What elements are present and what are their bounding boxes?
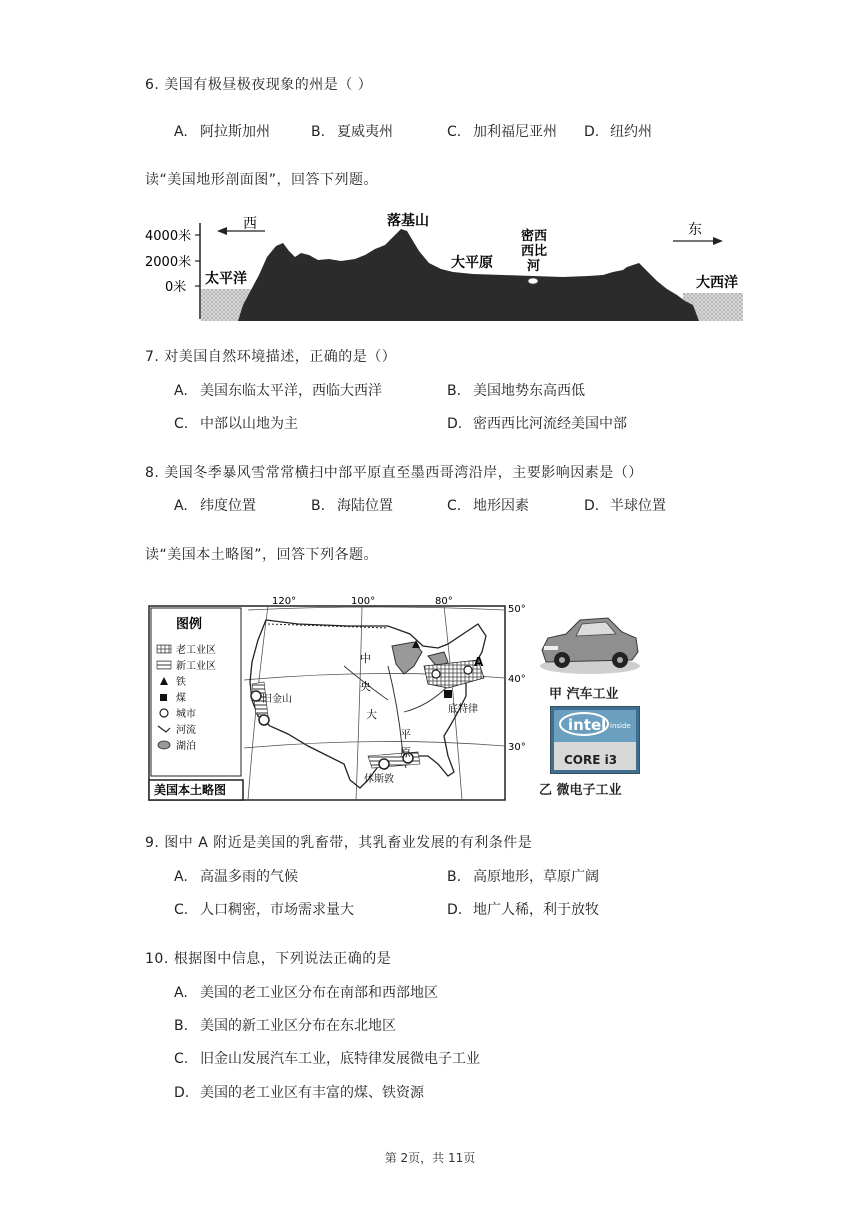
city-east [464, 666, 472, 674]
profile-y-label-4000: 4000米 [145, 229, 192, 244]
lon-120-label: 120° [272, 596, 297, 607]
rocky-mountains-label: 落基山 [387, 213, 429, 229]
legend-lake-icon [158, 741, 170, 749]
legend-new-industrial: 新工业区 [176, 661, 216, 672]
question-10-stem: 10. 根据图中信息，下列说法正确的是 [145, 951, 392, 967]
q8-option-d: D. 半球位置 [584, 498, 666, 514]
legend-old-industrial-swatch [157, 645, 171, 653]
mississippi-river-mark [528, 278, 538, 284]
houston-label: 休斯敦 [364, 774, 394, 785]
intel-chip-image [550, 706, 640, 774]
region-a-label: A [474, 655, 484, 669]
chip-model: CORE i3 [564, 753, 618, 767]
q10-option-c: C. 旧金山发展汽车工业，底特律发展微电子工业 [174, 1051, 480, 1067]
chip-brand: intel [568, 716, 607, 734]
intro-map: 读“美国本土略图”，回答下列各题。 [145, 547, 379, 563]
terrain-profile-figure [143, 205, 745, 322]
legend-coal: 煤 [176, 693, 186, 704]
us-map-figure [148, 596, 528, 802]
q7-option-c: C. 中部以山地为主 [174, 416, 298, 432]
mississippi-label-3: 河 [527, 259, 541, 274]
plain-char-5: 原 [400, 746, 411, 759]
san-francisco-label: 旧金山 [262, 694, 292, 705]
detroit-label: 底特律 [448, 704, 478, 715]
q6-option-d: D. 纽约州 [584, 124, 652, 140]
lon-80-label: 80° [435, 596, 453, 607]
city-san-francisco [251, 691, 261, 701]
question-9-stem: 9. 图中 A 附近是美国的乳畜带，其乳畜业发展的有利条件是 [145, 835, 533, 851]
chip-caption: 乙 微电子工业 [539, 783, 622, 798]
q6-option-b: B. 夏威夷州 [311, 124, 393, 140]
legend-river: 河流 [176, 725, 196, 736]
east-arrow-icon [713, 237, 723, 245]
west-arrow-icon [217, 227, 227, 235]
profile-y-label-2000: 2000米 [145, 255, 192, 270]
q8-option-b: B. 海陆位置 [311, 498, 393, 514]
car-image [536, 602, 642, 678]
city-houston [379, 759, 389, 769]
chip-inside: inside [610, 722, 631, 730]
legend-title: 图例 [176, 617, 203, 632]
plain-char-4: 平 [400, 728, 411, 741]
question-6-stem: 6. 美国有极昼极夜现象的州是（ ） [145, 77, 373, 93]
plain-char-2: 央 [360, 680, 371, 693]
mississippi-label-2: 西比 [521, 244, 548, 259]
profile-west-label: 西 [243, 216, 257, 232]
plain-char-1: 中 [360, 652, 371, 665]
q6-option-c: C. 加利福尼亚州 [447, 124, 557, 140]
q9-option-c: C. 人口稠密，市场需求量大 [174, 902, 354, 918]
atlantic-label: 大西洋 [696, 275, 738, 291]
legend-city-icon [160, 709, 168, 717]
terrain-silhouette [238, 229, 699, 321]
intro-profile: 读“美国地形剖面图”，回答下列题。 [145, 172, 379, 188]
city-los-angeles [259, 715, 269, 725]
city-detroit [432, 670, 440, 678]
q7-option-a: A. 美国东临太平洋，西临大西洋 [174, 383, 382, 399]
map-legend [151, 608, 241, 776]
legend-old-industrial: 老工业区 [176, 645, 216, 656]
q9-option-a: A. 高温多雨的气候 [174, 869, 298, 885]
question-7-stem: 7. 对美国自然环境描述，正确的是（） [145, 349, 397, 365]
great-plains-label: 大平原 [451, 255, 493, 271]
q8-option-a: A. 纬度位置 [174, 498, 256, 514]
q10-option-a: A. 美国的老工业区分布在南部和西部地区 [174, 985, 438, 1001]
q10-option-d: D. 美国的老工业区有丰富的煤、铁资源 [174, 1085, 424, 1101]
q7-option-d: D. 密西西比河流经美国中部 [447, 416, 627, 432]
coal-icon [444, 690, 452, 698]
legend-city: 城市 [176, 709, 196, 720]
car-caption: 甲 汽车工业 [549, 687, 619, 702]
page-footer: 第 2页，共 11页 [384, 1151, 476, 1165]
q6-option-a: A. 阿拉斯加州 [174, 124, 270, 140]
mississippi-label-1: 密西 [521, 229, 548, 244]
legend-new-industrial-swatch [157, 661, 171, 669]
profile-east-label: 东 [688, 222, 702, 238]
q9-option-d: D. 地广人稀，利于放牧 [447, 902, 599, 918]
legend-coal-icon [160, 694, 167, 701]
map-title: 美国本土略图 [154, 783, 227, 797]
lat-40-label: 40° [508, 674, 526, 685]
lon-100-label: 100° [351, 596, 376, 607]
q7-option-b: B. 美国地势东高西低 [447, 383, 585, 399]
q10-option-b: B. 美国的新工业区分布在东北地区 [174, 1018, 396, 1034]
lat-50-label: 50° [508, 604, 526, 615]
question-8-stem: 8. 美国冬季暴风雪常常横扫中部平原直至墨西哥湾沿岸，主要影响因素是（） [145, 465, 643, 481]
lat-30-label: 30° [508, 742, 526, 753]
legend-iron: 铁 [176, 677, 186, 688]
profile-y-label-0: 0米 [165, 280, 187, 295]
plain-char-3: 大 [366, 708, 377, 721]
q9-option-b: B. 高原地形，草原广阔 [447, 869, 599, 885]
pacific-label: 太平洋 [205, 271, 247, 287]
legend-lake: 湖泊 [176, 741, 196, 752]
q8-option-c: C. 地形因素 [447, 498, 529, 514]
